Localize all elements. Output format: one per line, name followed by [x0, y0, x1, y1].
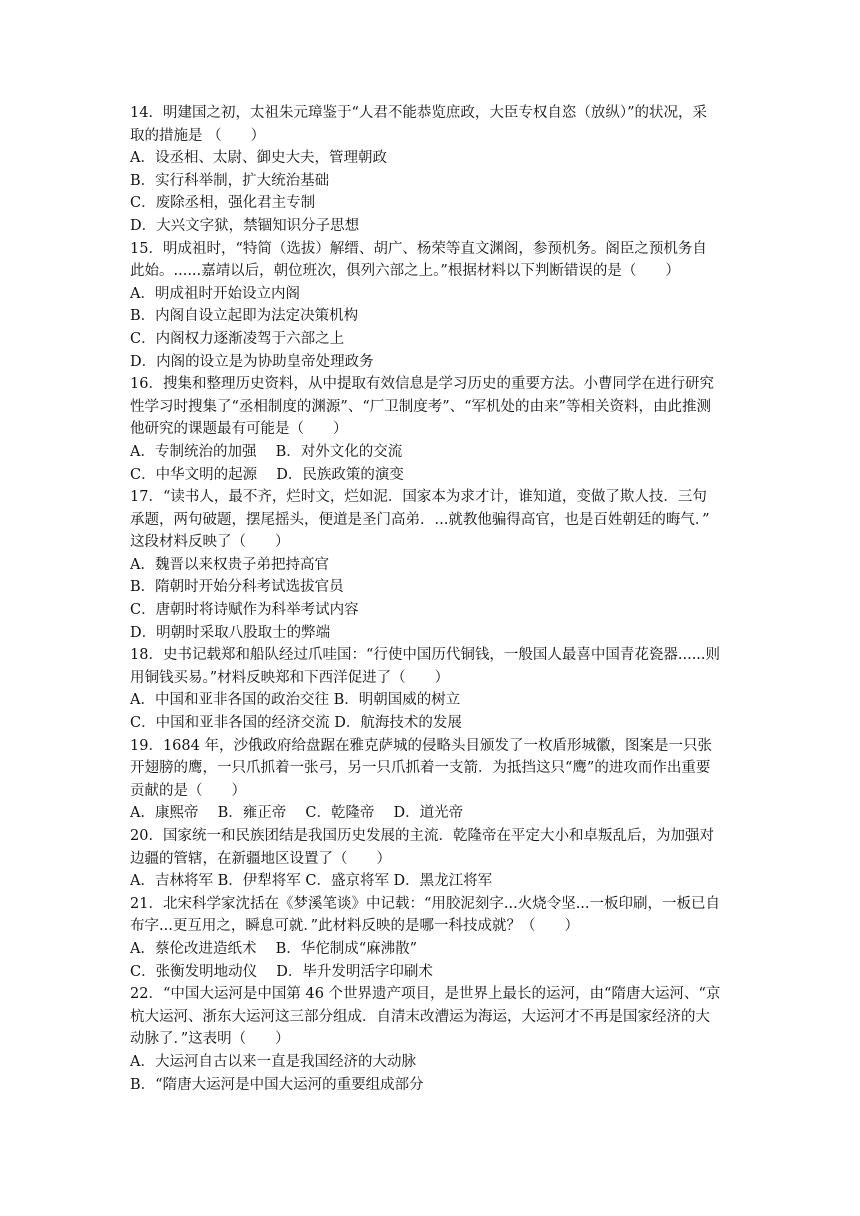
q19-stem-line-2: 开翅膀的鹰，一只爪抓着一张弓，另一只爪抓着一支箭．为抵挡这只“鹰”的进攻而作出重要 [130, 760, 711, 777]
q22-stem-line-1: 22．“中国大运河是中国第 46 个世界遗产项目，是世界上最长的运河，由“隋唐大运河、“京 [130, 986, 721, 1003]
q15-option-c: C．内阁权力逐渐凌驾于六部之上 [130, 330, 345, 347]
q14-option-c: C．废除丞相，强化君主专制 [130, 195, 316, 212]
q15-option-a: A．明成祖时开始设立内阁 [130, 285, 300, 302]
q17-stem-line-2: 承题，两句破题，摆尾摇头，便道是圣门高弟．...就教他骗得高官，也是百姓朝廷的晦气．” [130, 511, 710, 528]
q16-stem-line-3: 他研究的课题最有可能是（ ） [130, 421, 348, 438]
q15-stem-line-2: 此始。......嘉靖以后，朝位班次，俱列六部之上。”根据材料以下判断错误的是（ ） [130, 263, 680, 280]
q21-options-ab: A．蔡伦改进造纸术 B．华佗制成“麻沸散” [130, 940, 418, 957]
q22-option-a: A．大运河自古以来一直是我国经济的大动脉 [130, 1053, 416, 1070]
q19-stem-line-3: 贡献的是（ ） [130, 782, 246, 799]
q17-option-d: D．明朝时采取八股取士的弊端 [130, 624, 331, 641]
q14-stem-line-1: 14．明建国之初，太祖朱元璋鉴于“人君不能恭览庶政，大臣专权自恣（放纵）”的状况，采 [130, 105, 708, 121]
q17-stem-line-3: 这段材料反映了（ ） [130, 534, 290, 551]
q16-stem-line-1: 16．搜集和整理历史资料，从中提取有效信息是学习历史的重要方法。小曹同学在进行研究 [130, 376, 714, 393]
q17-option-c: C．唐朝时将诗赋作为科举考试内容 [130, 602, 359, 619]
q22-stem-line-2: 杭大运河、浙东大运河这三部分组成．自清末改漕运为海运，大运河才不再是国家经济的大 [130, 1008, 710, 1025]
q17-stem-line-1: 17．“读书人，最不齐，烂时文，烂如泥．国家本为求才计，谁知道，变做了欺人技．三句 [130, 489, 707, 506]
q15-stem-line-1: 15．明成祖时，“特简（选拔）解缙、胡广、杨荣等直文渊阁，参预机务。阁臣之预机务自 [130, 240, 707, 257]
q18-stem-line-1: 18．史书记载郑和船队经过爪哇国：“行使中国历代铜钱，一般国人最喜中国青花瓷器......则 [130, 647, 721, 664]
q22-stem-line-3: 动脉了．”这表明（ ） [130, 1031, 290, 1048]
q14-option-d: D．大兴文字狱，禁锢知识分子思想 [130, 217, 360, 234]
q22-option-b: B．“隋唐大运河是中国大运河的重要组成部分 [130, 1076, 424, 1093]
q19-options: A．康熙帝 B．雍正帝 C．乾隆帝 D．道光帝 [130, 805, 464, 822]
q20-options: A．吉林将军 B．伊犁将军 C．盛京将军 D．黑龙江将军 [130, 873, 493, 890]
q17-option-a: A．魏晋以来权贵子弟把持高官 [130, 556, 329, 573]
q21-options-cd: C．张衡发明地动仪 D．毕升发明活字印刷术 [130, 963, 433, 980]
q15-option-b: B．内阁自设立起即为法定决策机构 [130, 308, 359, 325]
q17-option-b: B．隋朝时开始分科考试选拔官员 [130, 579, 344, 596]
q18-options-ab: A．中国和亚非各国的政治交往 B．明朝国威的树立 [130, 692, 461, 709]
q18-stem-line-2: 用铜钱买易。”材料反映郑和下西洋促进了（ ） [130, 669, 450, 686]
q20-stem-line-2: 边疆的管辖，在新疆地区设置了（ ） [130, 850, 391, 867]
q14-option-a: A．设丞相、太尉、御史大夫，管理朝政 [130, 150, 387, 167]
q16-stem-line-2: 性学习时搜集了“丞相制度的渊源”、“厂卫制度考”、“军机处的由来”等相关资料，由此推测 [130, 398, 711, 415]
q19-stem-line-1: 19．1684 年，沙俄政府给盘踞在雅克萨城的侵略头目颁发了一枚盾形城徽，图案是一只张 [130, 737, 712, 754]
q20-stem-line-1: 20．国家统一和民族团结是我国历史发展的主流．乾隆帝在平定大小和卓叛乱后，为加强对 [130, 828, 714, 844]
q21-stem-line-1: 21．北宋科学家沈括在《梦溪笔谈》中记载：“用胶泥刻字...火烧令坚...一板印刷，一板已自 [130, 895, 721, 912]
q18-options-cd: C．中国和亚非各国的经济交流 D．航海技术的发展 [130, 715, 462, 732]
q16-options-cd: C．中华文明的起源 D．民族政策的演变 [130, 466, 404, 483]
q14-stem-line-2: 取的措施是 （ ） [130, 127, 266, 144]
q16-options-ab: A．专制统治的加强 B．对外文化的交流 [130, 443, 403, 460]
q14-option-b: B．实行科举制，扩大统治基础 [130, 172, 330, 189]
q21-stem-line-2: 布字...更互用之，瞬息可就．”此材料反映的是哪一科技成就？（ ） [130, 918, 579, 935]
q15-option-d: D．内阁的设立是为协助皇帝处理政务 [130, 353, 374, 370]
